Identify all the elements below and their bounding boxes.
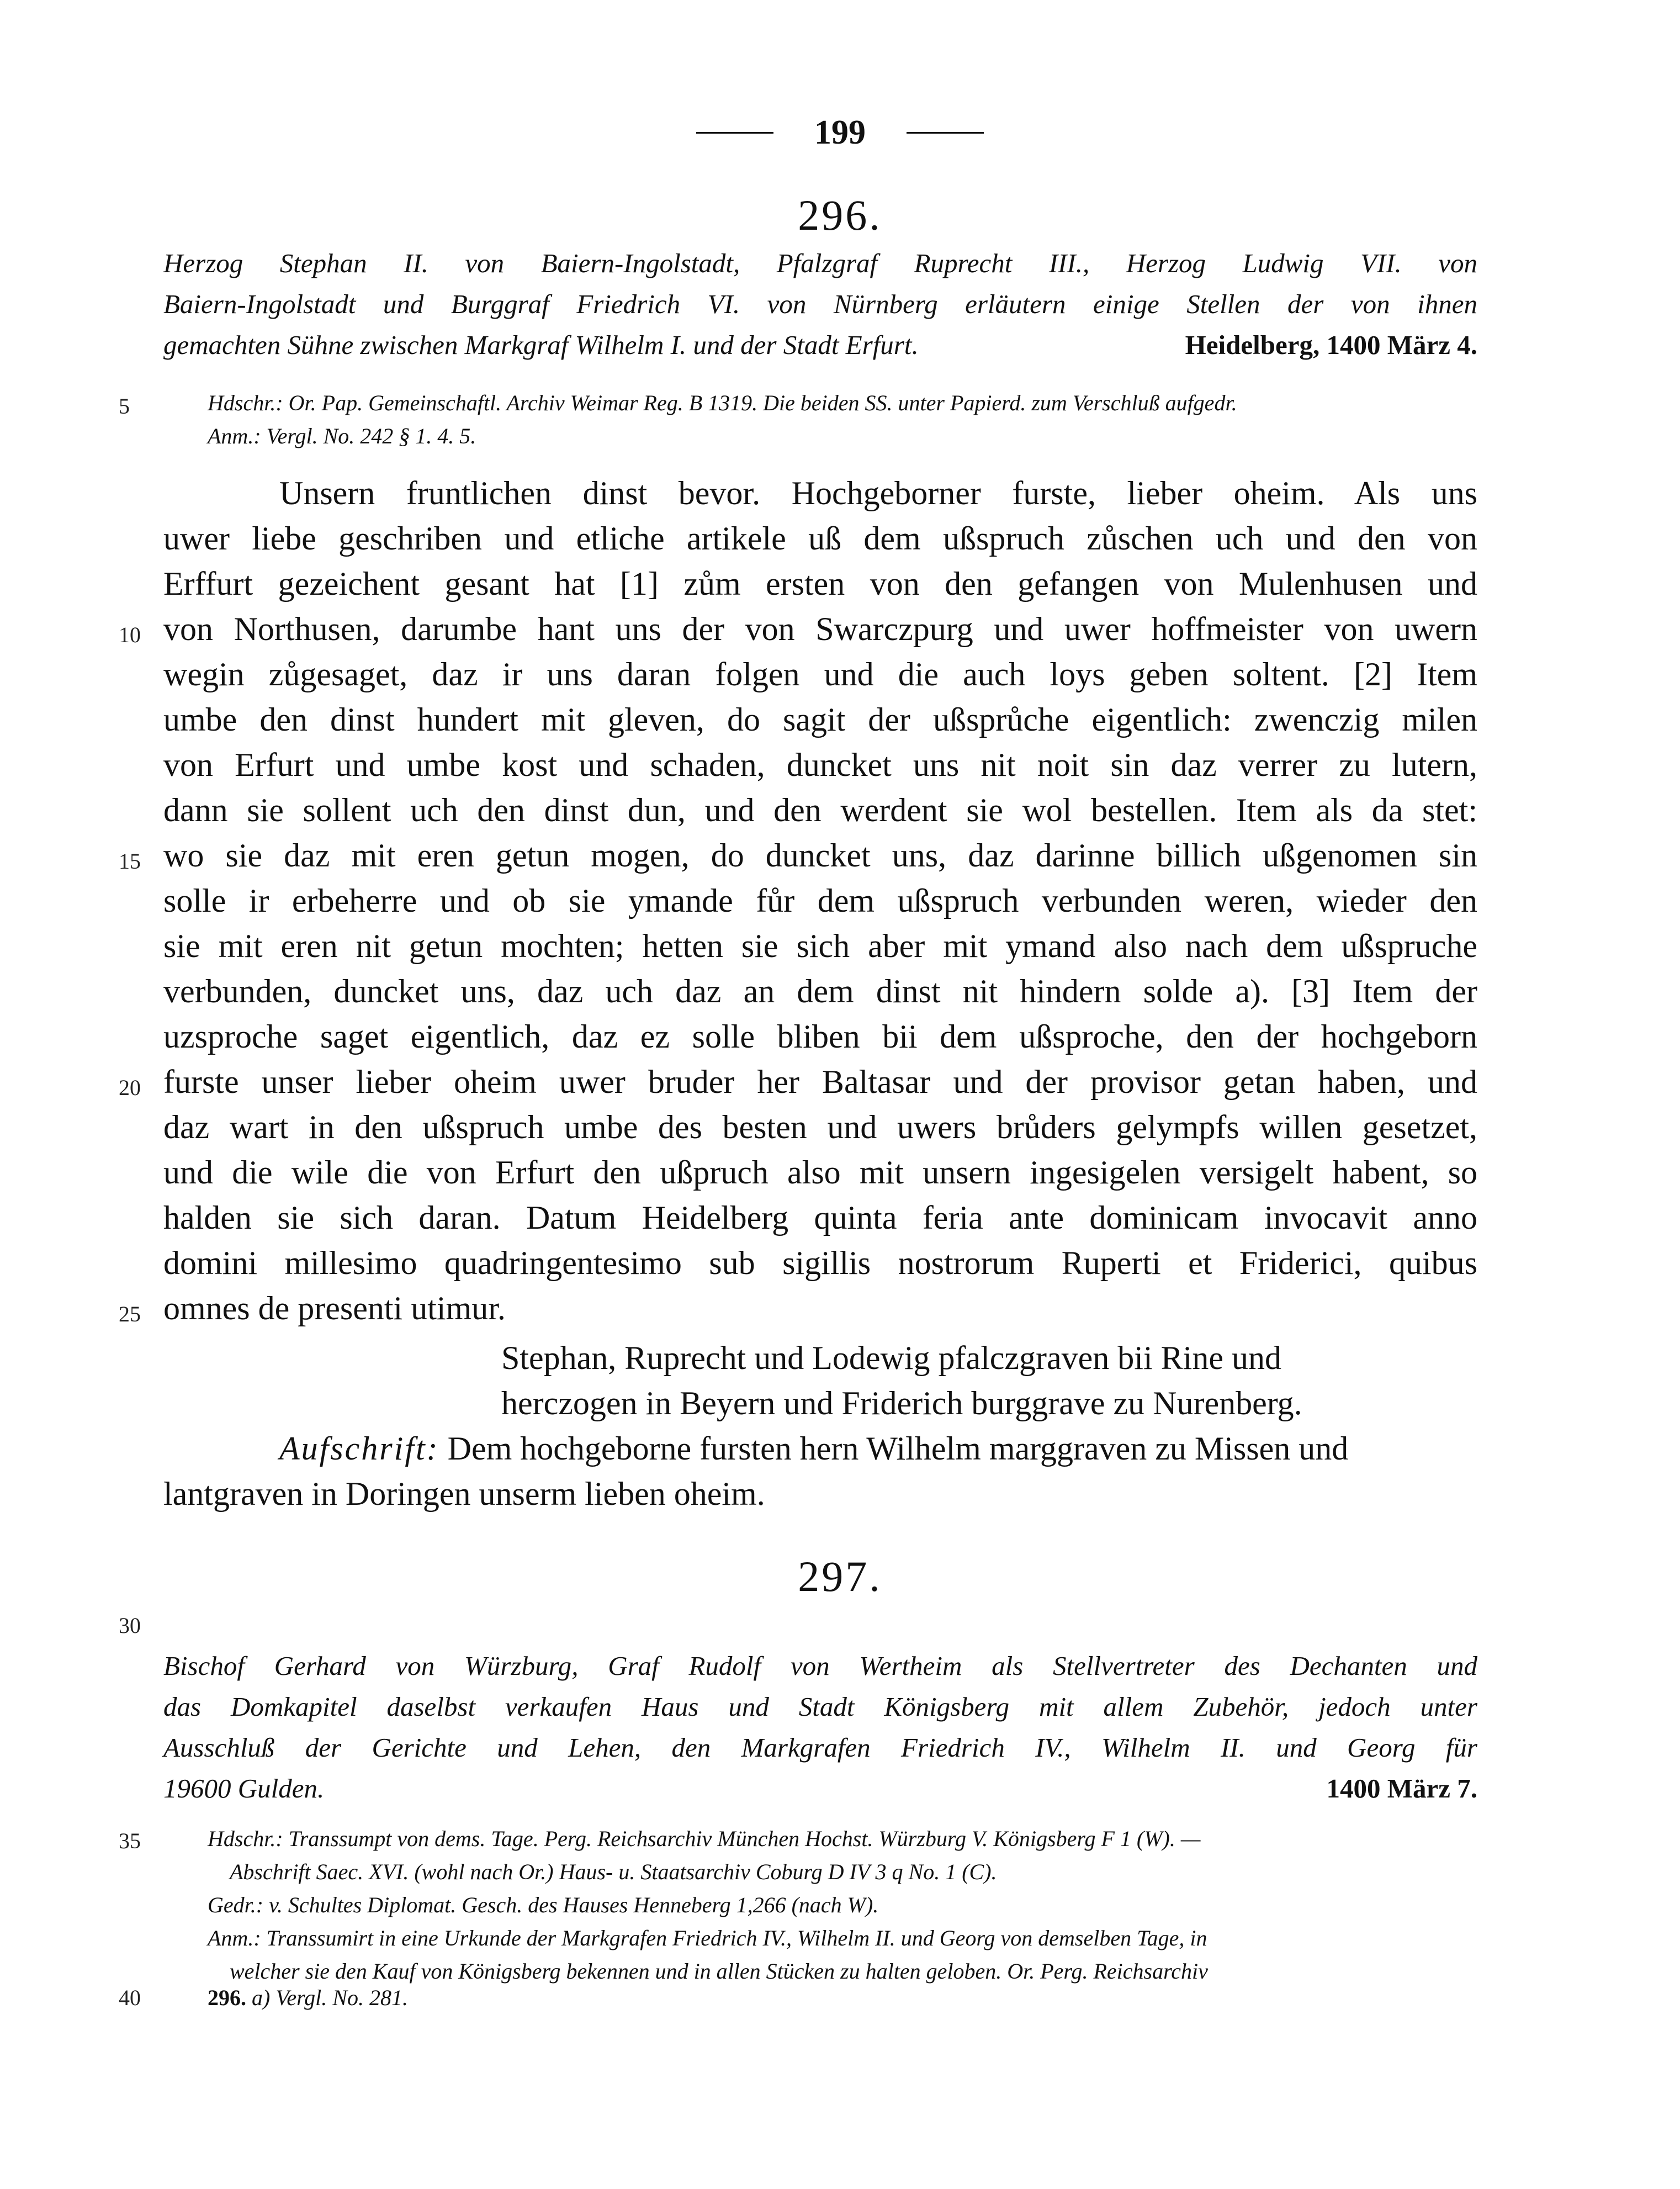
text-line: sie mit eren nit getun mochten; hetten sie sich aber mit ymand also nach dem ußspruche <box>163 928 1477 964</box>
margin-line-number: 30 <box>119 1613 141 1638</box>
entry-number-297: 297. <box>798 1552 882 1600</box>
text-line: solle ir erbeherre und ob sie ymande fůr dem ußspruch verbunden weren, wieder den <box>163 882 1477 919</box>
footnote <box>208 1985 408 2011</box>
text-line: halden sie sich daran. Datum Heidelberg quinta feria ante dominicam invocavit anno <box>163 1199 1477 1236</box>
text-line: Erffurt gezeichent gesant hat [1] zům ersten von den gefangen von Mulenhusen und <box>163 565 1477 602</box>
header-rule-left <box>696 132 773 134</box>
entry-number-296: 296. <box>798 191 882 239</box>
margin-line-number: 10 <box>119 622 141 647</box>
apparatus-line: Anm.: Transsumirt in eine Urkunde der Markgrafen Friedrich IV., Wilhelm II. und Georg von demselben Tage, in <box>208 1926 1207 1950</box>
aufschrift-label: Aufschrift: <box>279 1430 439 1467</box>
apparatus-297 <box>208 1822 1477 1988</box>
aufschrift-line: lantgraven in Doringen unserm lieben oheim. <box>163 1476 765 1512</box>
aufschrift-text: Dem hochgeborne fursten hern Wilhelm marggraven zu Missen und <box>447 1430 1349 1467</box>
regest-line-text: gemachten Sühne zwischen Markgraf Wilhelm I. und der Stadt Erfurt. <box>163 330 919 360</box>
regest-line: Baiern-Ingolstadt und Burggraf Friedrich VI. von Nürnberg erläutern einige Stellen der von ihnen <box>163 289 1477 319</box>
margin-line-number: 40 <box>119 1985 141 2010</box>
regest-line: Herzog Stephan II. von Baiern-Ingolstadt, Pfalzgraf Ruprecht III., Herzog Ludwig VII. von <box>163 248 1477 278</box>
apparatus-296 <box>208 387 1477 453</box>
text-line: furste unser lieber oheim uwer bruder her Baltasar und der provisor getan haben, und <box>163 1064 1477 1100</box>
page-header <box>0 113 1680 152</box>
page-number: 199 <box>814 114 866 151</box>
regest-line: Bischof Gerhard von Würzburg, Graf Rudolf von Wertheim als Stellvertreter des Dechanten und <box>163 1651 1477 1681</box>
regest-line <box>163 325 1477 366</box>
apparatus-line: Anm.: Vergl. No. 242 § 1. 4. 5. <box>208 424 476 448</box>
regest-296 <box>163 243 1477 366</box>
document-text-296 <box>163 470 1477 1331</box>
regest-line: das Domkapitel daselbst verkaufen Haus und Stadt Königsberg mit allem Zubehör, jedoch unter <box>163 1691 1477 1722</box>
regest-line-text: 19600 Gulden. <box>163 1773 325 1804</box>
text-line: uwer liebe geschriben und etliche artikele uß dem ußspruch zůschen uch und den von <box>163 520 1477 557</box>
text-line: wegin zůgesaget, daz ir uns daran folgen und die auch loys geben soltent. [2] Item <box>163 656 1477 692</box>
margin-line-number: 35 <box>119 1828 141 1853</box>
margin-line-number: 15 <box>119 849 141 874</box>
text-line: dann sie sollent uch den dinst dun, und den werdent sie wol bestellen. Item als da stet: <box>163 792 1477 828</box>
text-line: wo sie daz mit eren getun mogen, do duncket uns, daz darinne billich ußgenomen sin <box>163 837 1477 874</box>
apparatus-line: welcher sie den Kauf von Königsberg bekennen und in allen Stücken zu halten geloben. Or. Perg. Reichsarchiv <box>230 1959 1208 1984</box>
signature-line: herczogen in Beyern und Friderich burggrave zu Nurenberg. <box>501 1385 1302 1421</box>
signature-line: Stephan, Ruprecht und Lodewig pfalczgraven bii Rine und <box>501 1340 1281 1376</box>
margin-line-number: 5 <box>119 394 130 419</box>
text-line: verbunden, duncket uns, daz uch daz an dem dinst nit hindern solde a). [3] Item der <box>163 973 1477 1009</box>
apparatus-line: Hdschr.: Or. Pap. Gemeinschaftl. Archiv Weimar Reg. B 1319. Die beiden SS. unter Papierd. zum Verschluß aufgedr. <box>208 390 1237 415</box>
apparatus-line: Abschrift Saec. XVI. (wohl nach Or.) Haus- u. Staatsarchiv Coburg D IV 3 q No. 1 (C). <box>230 1859 997 1884</box>
text-line: omnes de presenti utimur. <box>163 1290 506 1326</box>
signature-block <box>501 1335 1484 1426</box>
text-line: daz wart in den ußspruch umbe des besten und uwers brůders gelympfs willen gesetzet, <box>163 1109 1477 1145</box>
regest-line: Ausschluß der Gerichte und Lehen, den Markgrafen Friedrich IV., Wilhelm II. und Georg für <box>163 1732 1477 1763</box>
header-rule-right <box>907 132 984 134</box>
regest-297 <box>163 1646 1477 1809</box>
text-line: Unsern fruntlichen dinst bevor. Hochgeborner furste, lieber oheim. Als uns <box>279 475 1477 511</box>
regest-date: 1400 März 7. <box>1326 1773 1477 1804</box>
text-line: von Erfurt und umbe kost und schaden, duncket uns nit noit sin daz verrer zu lutern, <box>163 747 1477 783</box>
text-line: und die wile die von Erfurt den ußpruch also mit unsern ingesigelen versigelt habent, so <box>163 1154 1477 1191</box>
text-line: uzsproche saget eigentlich, daz ez solle bliben bii dem ußsproche, den der hochgeborn <box>163 1018 1477 1055</box>
aufschrift-block <box>163 1426 1477 1516</box>
regest-line <box>163 1768 1477 1809</box>
apparatus-line: Hdschr.: Transsumpt von dems. Tage. Perg. Reichsarchiv München Hochst. Würzburg V. Königsberg F 1 (W). — <box>208 1826 1201 1851</box>
text-line: umbe den dinst hundert mit gleven, do sagit der ußsprůche eigentlich: zwenczig milen <box>163 701 1477 738</box>
aufschrift-line <box>163 1426 1477 1471</box>
regest-date: Heidelberg, 1400 März 4. <box>1185 330 1477 360</box>
footnote-number: 296. <box>208 1985 246 2010</box>
text-line: domini millesimo quadringentesimo sub sigillis nostrorum Ruperti et Friderici, quibus <box>163 1245 1477 1281</box>
apparatus-line: Gedr.: v. Schultes Diplomat. Gesch. des Hauses Henneberg 1,266 (nach W). <box>208 1892 879 1917</box>
footnote-text: a) Vergl. No. 281. <box>252 1985 408 2010</box>
margin-line-number: 25 <box>119 1302 141 1326</box>
margin-line-number: 20 <box>119 1075 141 1100</box>
text-line: von Northusen, darumbe hant uns der von Swarczpurg und uwer hoffmeister von uwern <box>163 611 1477 647</box>
